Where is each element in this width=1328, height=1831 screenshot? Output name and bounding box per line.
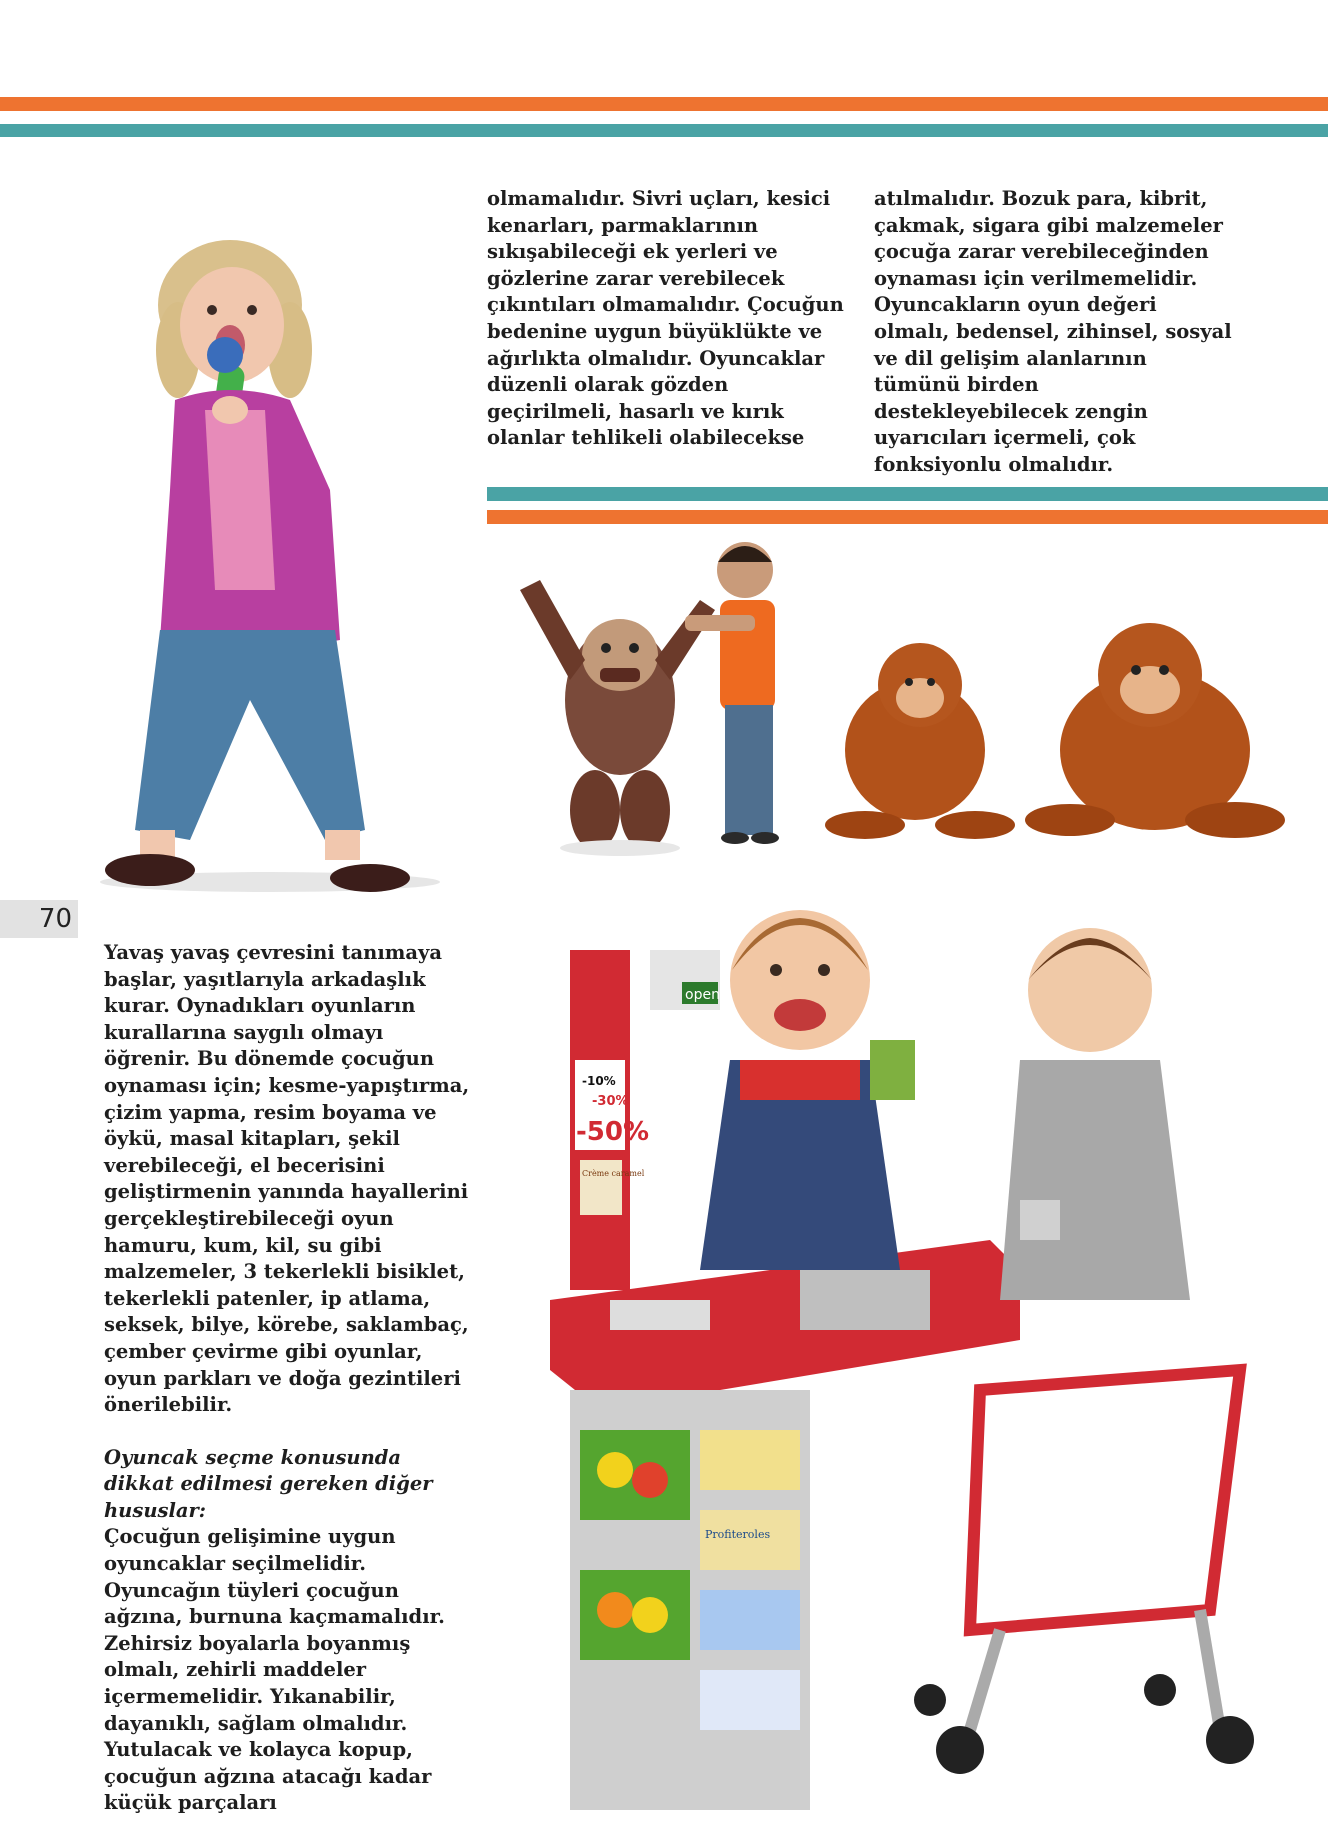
right-shoe: [330, 864, 410, 892]
bottom-left-para-2: Çocuğun gelişimine uygun oyuncaklar seçilmelidir. Oyuncağın tüyleri çocuğun ağzına, burnuna kaçmamalıdır. Zehirsiz boyalarla boyanmış olmalı, zehirli maddeler içermemelidir. Yıkanabilir, dayanıklı, sağlam olmalıdır. Yutulacak ve kolayca kopup, çocuğun ağzına atacağı kadar küçük parçaları: [104, 1525, 445, 1815]
page-number: 70: [0, 900, 78, 938]
left-shoe: [105, 854, 195, 886]
open-sign: open: [685, 987, 720, 1003]
sale-sign-3: -50%: [576, 1117, 650, 1147]
mid-stripe-orange: [487, 510, 1328, 524]
bottom-left-para-1: Yavaş yavaş çevresini tanımaya başlar, yaşıtlarıyla arkadaşlık kurar. Oynadıkları oyunların kurallarına saygılı olmayı öğrenir. Bu dönemde çocuğun oynaması için; kesme-yapıştırma, çizim yapma, resim boyama ve öykü, masal kitapları, şekil verebileceği, el becerisini geliştirmenin yanında hayallerini gerçekleştirebileceği oyun hamuru, kum, kil, su gibi malzemeler, 3 tekerlekli bisiklet, tekerlekli patenler, ip atlama, seksek, bilye, körebe, saklambaç, çember çevirme gibi oyunlar, oyun parkları ve doğa gezintileri önerilebilir.: [104, 941, 470, 1417]
orangutan-large: [1025, 623, 1285, 838]
bottom-left-heading: Oyuncak seçme konusunda dikkat edilmesi gereken diğer hususlar:: [104, 1445, 433, 1522]
product-label-2: Profiteroles: [705, 1528, 771, 1541]
toy-supermarket-photo: [500, 870, 1280, 1820]
boy-head: [1028, 928, 1152, 1052]
column-bottom-left: [104, 940, 472, 1817]
top-stripe-orange: [0, 97, 1328, 111]
orangutan-plush-photo: [825, 610, 1305, 850]
column-top-left: [487, 186, 852, 452]
gorilla-toy-photo: [500, 530, 820, 860]
column-top-left-text: olmamalıdır. Sivri uçları, kesici kenarları, parmaklarının sıkışabileceği ek yerleri ve gözlerine zarar verebilecek çıkıntıları olmamalıdır. Çocuğun bedenine uygun büyüklükte ve ağırlıkta olmalıdır. Oyuncaklar düzenli olarak gözden geçirilmeli, hasarlı ve kırık olanlar tehlikeli olabilecekse: [487, 187, 844, 450]
jeans: [135, 630, 365, 840]
product-label-1: Crème caramel: [582, 1169, 645, 1178]
column-top-right: [874, 186, 1234, 479]
shopping-cart: [970, 1370, 1240, 1630]
sale-sign-2: -30%: [592, 1094, 629, 1109]
boy-sweater: [1000, 1060, 1190, 1300]
column-top-right-text: atılmalıdır. Bozuk para, kibrit, çakmak, sigara gibi malzemeler çocuğa zarar verebileceğinden oynaması için verilmemelidir. Oyuncakların oyun değeri olmalı, bedensel, zihinsel, sosyal ve dil gelişim alanlarının tümünü birden destekleyebilecek zengin uyarıcıları içermeli, çok fonksiyonlu olmalıdır.: [874, 187, 1232, 476]
sale-sign-1: -10%: [582, 1074, 616, 1088]
orangutan-small: [825, 643, 1015, 839]
top-stripe-teal: [0, 124, 1328, 137]
girl-singing-photo: [80, 230, 460, 900]
mid-stripe-teal: [487, 487, 1328, 501]
boy-jeans: [725, 705, 773, 835]
